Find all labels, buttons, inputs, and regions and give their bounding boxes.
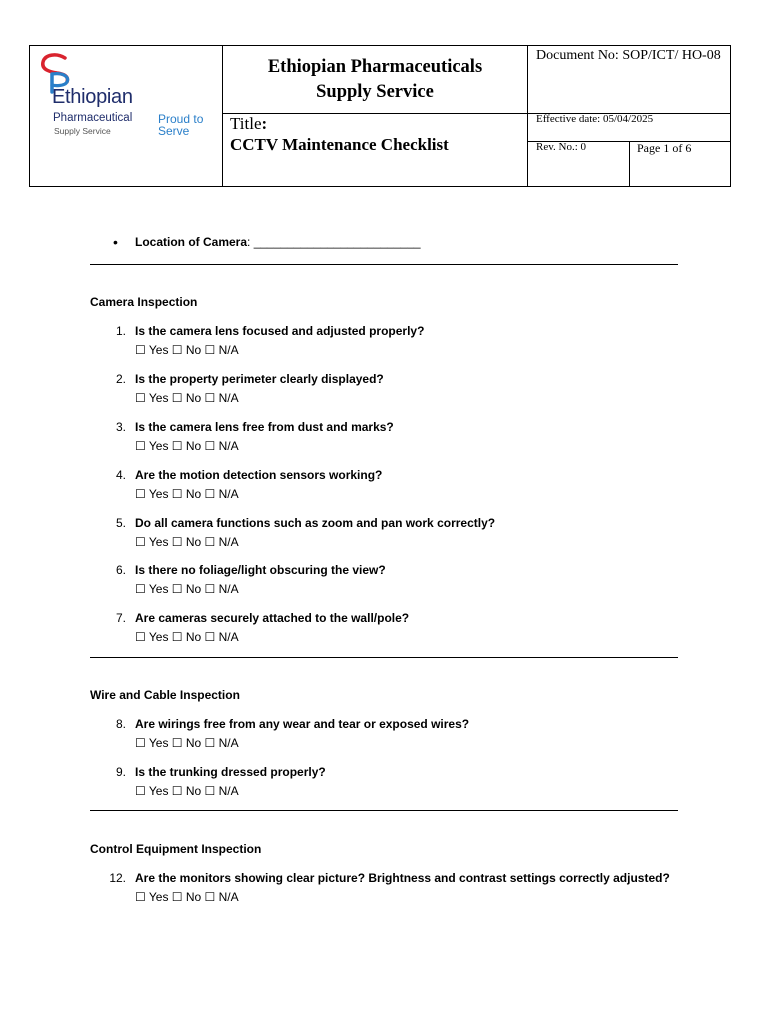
section-title: Control Equipment Inspection	[90, 842, 262, 856]
item-number: 8.	[115, 717, 126, 731]
bullet: •	[113, 234, 118, 250]
item-options[interactable]: ☐ Yes ☐ No ☐ N/A	[135, 582, 239, 596]
section-divider	[90, 657, 678, 658]
item-options[interactable]: ☐ Yes ☐ No ☐ N/A	[135, 343, 239, 357]
item-options[interactable]: ☐ Yes ☐ No ☐ N/A	[135, 535, 239, 549]
logo-tagline	[158, 113, 203, 137]
section-divider	[90, 810, 678, 811]
item-question: Are wirings free from any wear and tear or exposed wires?	[135, 717, 470, 731]
item-question: Is the camera lens free from dust and marks?	[135, 420, 394, 434]
organization-name-line1: Ethiopian Pharmaceuticals	[267, 57, 483, 77]
item-options[interactable]: ☐ Yes ☐ No ☐ N/A	[135, 487, 239, 501]
item-options[interactable]: ☐ Yes ☐ No ☐ N/A	[135, 439, 239, 453]
logo-wordmark-line3: Supply Service	[54, 126, 111, 136]
item-options[interactable]: ☐ Yes ☐ No ☐ N/A	[135, 736, 239, 750]
section-divider	[90, 264, 678, 265]
item-question: Is the trunking dressed properly?	[135, 765, 326, 779]
organization-name-line2: Supply Service	[316, 82, 434, 102]
logo-wordmark: Ethiopian	[52, 86, 133, 108]
item-number: 5.	[115, 516, 126, 530]
item-question: Are the motion detection sensors working?	[135, 468, 383, 482]
logo-wordmark-line2: Pharmaceutical	[53, 112, 133, 124]
document-title: CCTV Maintenance Checklist	[230, 135, 449, 154]
item-question: Is the property perimeter clearly displayed?	[135, 372, 384, 386]
location-label	[135, 235, 421, 249]
title-label-colon: :	[261, 114, 268, 133]
item-question: Are cameras securely attached to the wall/pole?	[135, 611, 410, 625]
company-logo	[30, 46, 222, 186]
title-label	[230, 114, 267, 134]
location-blank[interactable]: : _________________________	[247, 235, 421, 249]
document-header	[29, 45, 731, 187]
section-title: Camera Inspection	[90, 295, 198, 309]
item-question: Is the camera lens focused and adjusted properly?	[135, 324, 425, 338]
organization-name	[223, 55, 527, 105]
header-divider	[222, 113, 527, 114]
item-number: 9.	[115, 765, 126, 779]
page-number: Page 1 of 6	[637, 141, 692, 155]
title-label-text: Title	[230, 114, 262, 133]
effective-date: Effective date: 05/04/2025	[536, 113, 654, 125]
item-number: 1.	[115, 324, 126, 338]
document-number: Document No: SOP/ICT/ HO-08	[536, 48, 721, 63]
item-number: 6.	[115, 563, 126, 577]
item-options[interactable]: ☐ Yes ☐ No ☐ N/A	[135, 391, 239, 405]
item-number: 12.	[109, 871, 126, 885]
item-number: 4.	[115, 468, 126, 482]
item-number: 2.	[115, 372, 126, 386]
item-number: 3.	[115, 420, 126, 434]
header-divider	[629, 141, 630, 186]
item-options[interactable]: ☐ Yes ☐ No ☐ N/A	[135, 784, 239, 798]
item-question: Are the monitors showing clear picture? Brightness and contrast settings correctly adjusted?	[135, 871, 670, 885]
logo-tagline-line1: Proud to	[158, 112, 204, 126]
location-label-text: Location of Camera	[135, 235, 248, 249]
section-title: Wire and Cable Inspection	[90, 688, 240, 702]
item-options[interactable]: ☐ Yes ☐ No ☐ N/A	[135, 630, 239, 644]
item-question: Do all camera functions such as zoom and pan work correctly?	[135, 516, 496, 530]
item-question: Is there no foliage/light obscuring the view?	[135, 563, 386, 577]
revision-number: Rev. No.: 0	[536, 141, 587, 153]
item-number: 7.	[115, 611, 126, 625]
header-divider	[527, 46, 528, 186]
item-options[interactable]: ☐ Yes ☐ No ☐ N/A	[135, 890, 239, 904]
logo-tagline-line2: Serve	[158, 124, 190, 138]
